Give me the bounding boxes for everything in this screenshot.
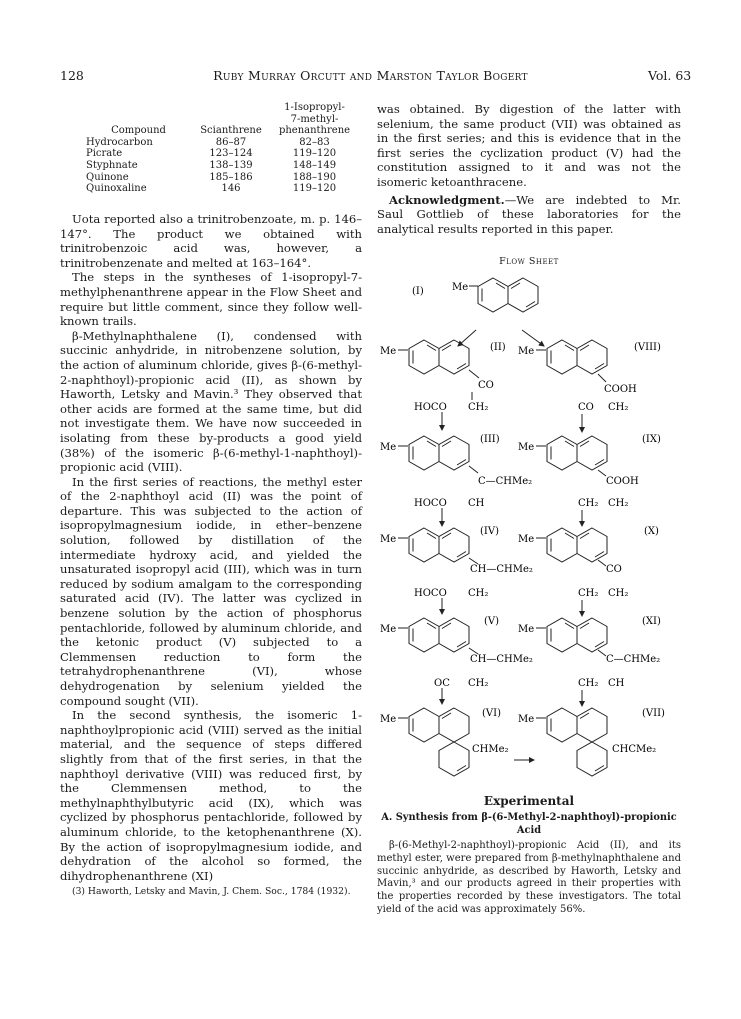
running-head: Ruby Murray Orcutt and Marston Taylor Bogert: [213, 68, 528, 83]
compound-XI: [518, 616, 661, 689]
label-I: (I): [412, 286, 424, 297]
me-label: Me: [380, 624, 397, 635]
page-number: 128: [60, 68, 84, 83]
label-III: (III): [480, 434, 500, 445]
volume: Vol. 63: [648, 68, 692, 83]
flow-sheet-title: Flow Sheet: [499, 256, 559, 267]
label-IV: (IV): [480, 526, 499, 537]
table-header-row: Compound Scianthrene phenanthrene: [111, 125, 351, 137]
table-row: Picrate 123–124 119–120: [86, 148, 337, 160]
experimental-heading: Experimental: [483, 794, 575, 808]
me-label: Me: [518, 534, 535, 545]
svg-text:CH₂: CH₂: [578, 498, 599, 509]
svg-text:CH₂: CH₂: [608, 588, 629, 599]
svg-text:CHCMe₂: CHCMe₂: [612, 744, 657, 755]
svg-text:OC: OC: [434, 678, 450, 689]
paragraph: Uota reported also a trinitrobenzoate, m. p. 146–147°. The product we obtained with trinitrobenzoic acid was, however, a trinitrobenzenate and melted at 163–164°.: [60, 212, 362, 270]
table-row: Styphnate 138–139 148–149: [86, 159, 337, 171]
experimental-body: β-(6-Methyl-2-naphthoyl)-propionic Acid (II), and its methyl ester, were prepared from β-methylnaphthalene and succinic anhydride, as described by Haworth, Letsky and Mavin,³ and our products agreed in their properties with the properties recorded by these investigators. The total yield of the acid was approximately 56%.: [377, 840, 681, 915]
svg-text:CH: CH: [608, 678, 625, 689]
svg-text:CH: CH: [468, 498, 485, 509]
me-label: Me: [380, 534, 397, 545]
me-label: Me: [380, 346, 397, 357]
paragraph: β-Methylnaphthalene (I), condensed with succinic anhydride, in nitrobenzene solution, by the action of aluminum chloride, gives β-(6-methyl-2-naphthoyl)-propionic acid (II), as shown by Haworth, Letsky and Mavin.³ They observed that other acids are formed at the same time, but did not investigate them. We have now succeeded in isolating from these by-products a good yield (38%) of the isomeric β-(6-methyl-1-naphthoyl)-propionic acid (VIII).: [60, 328, 362, 475]
compound-V: [380, 616, 533, 689]
acknowledgment: [377, 193, 681, 237]
svg-text:CH₂: CH₂: [608, 498, 629, 509]
svg-text:CH₂: CH₂: [578, 678, 599, 689]
compound-II: [380, 340, 506, 413]
me-label: Me: [518, 442, 535, 453]
paragraph: was obtained. By digestion of the latter with selenium, the same product (VII) was obtained as in the first series; and this is evidence that in the first series the cyclization product (V) had the constitution assigned to it and was not the isomeric ketoanthracene.: [377, 102, 681, 189]
ack-body: —We are indebted to Mr. Saul Gottlieb of these laboratories for the analytical results reported in this paper.: [377, 192, 681, 236]
label-VII: (VII): [642, 708, 665, 719]
svg-text:C—CHMe₂: C—CHMe₂: [606, 654, 661, 665]
paragraph: In the first series of reactions, the methyl ester of the 2-naphthoyl acid (II) was the point of departure. This was subjected to the action of isopropylmagnesium iodide, in ether–benzene solution, followed by distillation of the intermediate hydroxy acid, and yielded the unsaturated isopropyl acid (III), which was in turn reduced by sodium amalgam to the corresponding saturated acid (IV). The latter was cyclized in benzene solution by the action of phosphorus pentachloride, followed by aluminum chloride, and the ketonic product (V) subjected to a Clemmensen reduction to form the tetrahydrophenanthrene (VI), whose dehydrogenation by selenium yielded the compound sought (VII).: [60, 474, 362, 708]
svg-text:HOCO: HOCO: [414, 402, 447, 413]
table-head-line2: 7-methyl-: [290, 113, 339, 125]
compound-IV: [380, 526, 533, 599]
svg-text:CH—CHMe₂: CH—CHMe₂: [470, 654, 533, 665]
svg-text:CO: CO: [606, 564, 622, 575]
me-label: Me: [380, 442, 397, 453]
table-row: Quinoxaline 146 119–120: [86, 183, 337, 195]
svg-text:HOCO: HOCO: [414, 588, 447, 599]
label-VIII: (VIII): [634, 342, 661, 353]
me-label: Me: [518, 714, 535, 725]
arrow: [522, 330, 544, 346]
paragraph: The steps in the syntheses of 1-isopropyl-7-methylphenanthrene appear in the Flow Sheet and require but little comment, since they follow well-known trails.: [60, 270, 362, 329]
svg-text:CH—CHMe₂: CH—CHMe₂: [470, 564, 533, 575]
svg-text:CO: CO: [578, 402, 594, 413]
svg-text:C—CHMe₂: C—CHMe₂: [478, 476, 533, 487]
svg-text:CH₂: CH₂: [468, 588, 489, 599]
label-VI: (VI): [482, 708, 501, 719]
svg-text:HOCO: HOCO: [414, 498, 447, 509]
right-column: [377, 102, 681, 236]
svg-text:COOH: COOH: [604, 384, 637, 395]
label-V: (V): [484, 616, 500, 627]
label-XI: (XI): [642, 616, 661, 627]
table-head-line1: 1-Isopropyl-: [284, 102, 345, 113]
svg-text:COOH: COOH: [606, 476, 639, 487]
label-IX: (IX): [642, 434, 661, 445]
svg-text:CH₂: CH₂: [608, 402, 629, 413]
compound-X: [518, 526, 659, 599]
svg-text:CH₂: CH₂: [468, 402, 489, 413]
compound-VI: [380, 708, 509, 776]
me-label: Me: [518, 346, 535, 357]
svg-text:CH₂: CH₂: [468, 678, 489, 689]
me-label: Me: [518, 624, 535, 635]
flow-sheet-diagram: [372, 270, 692, 780]
svg-text:CH₂: CH₂: [578, 588, 599, 599]
me-label: Me: [380, 714, 397, 725]
label-X: (X): [644, 526, 659, 537]
footnote: (3) Haworth, Letsky and Mavin, J. Chem. Soc., 1784 (1932).: [72, 886, 351, 898]
ack-heading: Acknowledgment.: [389, 192, 505, 207]
experimental-subheading: A. Synthesis from β-(6-Methyl-2-naphthoyl)-propionic Acid: [381, 812, 677, 836]
left-column: [60, 212, 362, 900]
svg-text:CHMe₂: CHMe₂: [472, 744, 509, 755]
me-label: Me: [452, 282, 469, 293]
compound-VII: [518, 708, 665, 776]
compound-I: [412, 278, 538, 312]
table-row: Quinone 185–186 188–190: [86, 171, 337, 183]
compound-IX: [518, 434, 661, 509]
compound-III: [380, 434, 535, 509]
comparison-table: [86, 102, 358, 195]
compound-VIII: [518, 340, 661, 413]
svg-text:CO: CO: [478, 380, 494, 391]
label-II: (II): [490, 342, 506, 353]
paragraph: In the second synthesis, the isomeric 1-naphthoylpropionic acid (VIII) served as the initial material, and the sequence of steps differed slightly from that of the first series, in that the naphthoyl derivative (VIII) was reduced first, by the Clemmensen method, to the methylnaphthylbutyric acid (IX), which was cyclized by phosphorus pentachloride, followed by aluminum chloride, to the ketophenanthrene (X). By the action of isopropylmagnesium iodide, and dehydration of the alcohol so formed, the dihydrophenanthrene (XI): [60, 708, 362, 883]
table-row: Hydrocarbon 86–87 82–83: [86, 136, 330, 148]
